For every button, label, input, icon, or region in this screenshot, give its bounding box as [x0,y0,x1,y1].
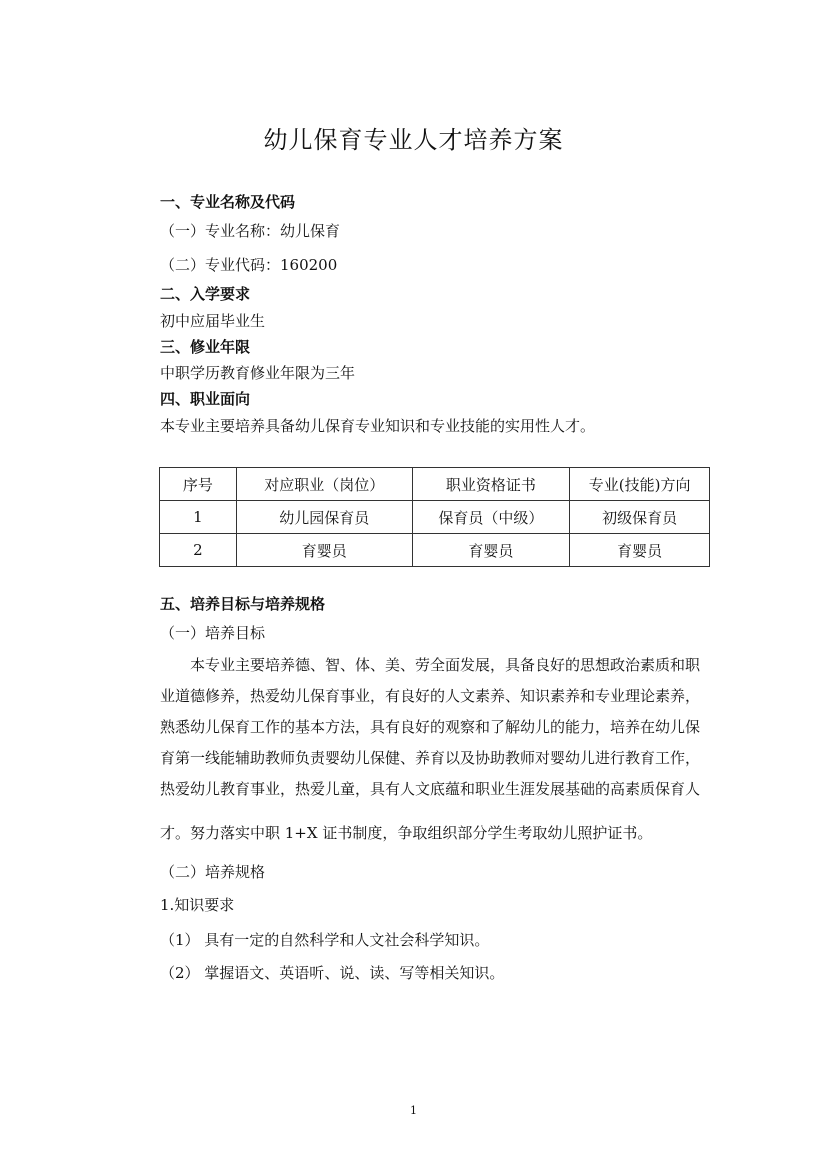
page-number: 1 [410,1104,417,1117]
table-header-row [160,468,710,501]
table-header-cell: 专业(技能)方向 [570,468,710,501]
goal-paragraph-line: 育第一线能辅助教师负责婴幼儿保健、养育以及协助教师对婴幼儿进行教育工作， [160,749,701,767]
table-cell: 育婴员 [412,534,570,567]
table-cell: 2 [160,534,237,567]
section-5-heading: 五、培养目标与培养规格 [160,595,326,613]
major-name-line: （一）专业名称：幼儿保育 [160,222,341,240]
goal-paragraph-line: 热爱幼儿教育事业，热爱儿童，具有人文底蕴和职业生涯发展基础的高素质保育人 [160,780,701,798]
document-title: 幼儿保育专业人才培养方案 [263,126,564,154]
table-header-cell: 对应职业（岗位） [236,468,412,501]
table-cell: 初级保育员 [570,501,710,534]
table-header-cell: 职业资格证书 [412,468,570,501]
section-3-heading: 三、修业年限 [160,338,251,356]
table-row [160,534,710,567]
table-row [160,501,710,534]
knowledge-item-1: （1） 具有一定的自然科学和人文社会科学知识。 [160,931,490,949]
section-2-heading: 二、入学要求 [160,285,251,303]
spec-subtitle: （二）培养规格 [160,863,266,881]
major-code-line: （二）专业代码：160200 [160,256,338,274]
section-4-heading: 四、职业面向 [160,390,251,408]
duration-text: 中职学历教育修业年限为三年 [160,364,356,382]
table-cell: 保育员（中级） [412,501,570,534]
goal-subtitle: （一）培养目标 [160,624,266,642]
goal-paragraph-line: 才。努力落实中职 1+X 证书制度，争取组织部分学生考取幼儿照护证书。 [160,824,653,842]
knowledge-title: 1.知识要求 [160,896,235,914]
admission-text: 初中应届毕业生 [160,312,266,330]
section-1-heading: 一、专业名称及代码 [160,193,296,211]
goal-paragraph-line: 业道德修养，热爱幼儿保育事业，有良好的人文素养、知识素养和专业理论素养， [160,687,701,705]
table-header-cell: 序号 [160,468,237,501]
table-cell: 育婴员 [236,534,412,567]
table-cell: 育婴员 [570,534,710,567]
goal-paragraph-line: 本专业主要培养德、智、体、美、劳全面发展，具备良好的思想政治素质和职 [190,656,701,674]
table-cell: 幼儿园保育员 [236,501,412,534]
knowledge-item-2: （2） 掌握语文、英语听、说、读、写等相关知识。 [160,964,505,982]
table-cell: 1 [160,501,237,534]
career-text: 本专业主要培养具备幼儿保育专业知识和专业技能的实用性人才。 [160,417,596,435]
goal-paragraph-line: 熟悉幼儿保育工作的基本方法，具有良好的观察和了解幼儿的能力，培养在幼儿保 [160,718,701,736]
career-table [159,467,710,567]
